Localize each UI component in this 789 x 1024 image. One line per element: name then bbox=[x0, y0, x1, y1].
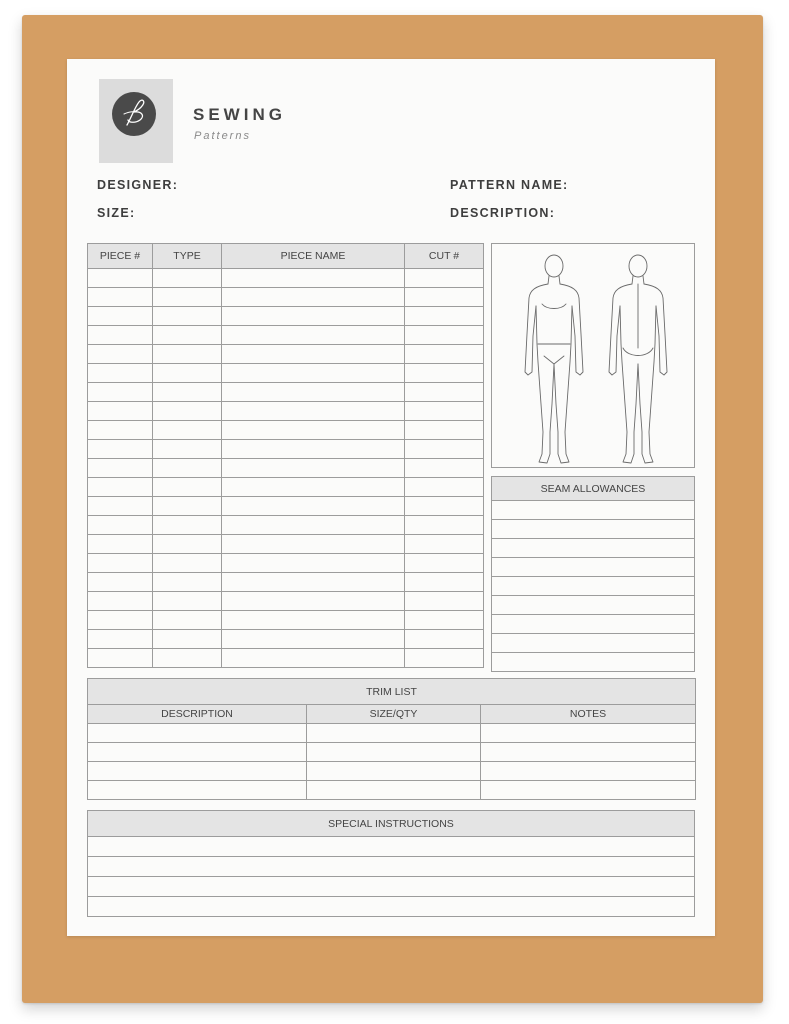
pieces-table-cell[interactable] bbox=[222, 611, 405, 630]
pieces-table-row bbox=[88, 497, 484, 516]
pieces-table-cell[interactable] bbox=[88, 440, 153, 459]
logo-badge bbox=[99, 79, 173, 163]
pieces-table-row bbox=[88, 459, 484, 478]
trim-list-cell[interactable] bbox=[88, 743, 307, 762]
seam-allowance-row bbox=[492, 520, 695, 539]
trim-list-row bbox=[88, 724, 696, 743]
trim-header-notes: NOTES bbox=[481, 705, 696, 724]
pieces-table-cell[interactable] bbox=[405, 478, 484, 497]
header-piece-name: PIECE NAME bbox=[222, 244, 405, 269]
script-b-monogram-icon bbox=[112, 92, 156, 136]
pieces-table-cell[interactable] bbox=[222, 516, 405, 535]
pieces-table-cell[interactable] bbox=[222, 573, 405, 592]
body-croquis-front-back-icon bbox=[491, 243, 695, 468]
pieces-table-cell[interactable] bbox=[153, 649, 222, 668]
pieces-table-cell[interactable] bbox=[405, 516, 484, 535]
header-cut-number: CUT # bbox=[405, 244, 484, 269]
pieces-table-cell[interactable] bbox=[222, 421, 405, 440]
special-instructions-row bbox=[88, 837, 695, 857]
special-instructions-cell[interactable] bbox=[88, 857, 695, 877]
pieces-table-cell[interactable] bbox=[405, 611, 484, 630]
seam-allowance-row bbox=[492, 634, 695, 653]
trim-list-title: TRIM LIST bbox=[88, 679, 696, 705]
pieces-table-cell[interactable] bbox=[222, 649, 405, 668]
pieces-table-cell[interactable] bbox=[405, 269, 484, 288]
pieces-header-row bbox=[88, 244, 484, 269]
pieces-table-cell[interactable] bbox=[153, 611, 222, 630]
pieces-table-cell[interactable] bbox=[405, 440, 484, 459]
pieces-table-cell[interactable] bbox=[153, 592, 222, 611]
pieces-table-cell[interactable] bbox=[153, 459, 222, 478]
seam-allowance-row bbox=[492, 615, 695, 634]
trim-list-row bbox=[88, 781, 696, 800]
pieces-table-cell[interactable] bbox=[405, 554, 484, 573]
trim-list-cell[interactable] bbox=[88, 762, 307, 781]
pieces-table-row bbox=[88, 630, 484, 649]
pieces-table-cell[interactable] bbox=[153, 402, 222, 421]
pieces-table-cell[interactable] bbox=[88, 516, 153, 535]
pieces-table-row bbox=[88, 592, 484, 611]
size-label: SIZE: bbox=[97, 206, 136, 220]
pieces-table-cell[interactable] bbox=[88, 383, 153, 402]
seam-allowance-row bbox=[492, 653, 695, 672]
designer-label: DESIGNER: bbox=[97, 178, 179, 192]
trim-list-cell[interactable] bbox=[307, 762, 481, 781]
pieces-table-cell[interactable] bbox=[153, 535, 222, 554]
special-instructions-cell[interactable] bbox=[88, 837, 695, 857]
seam-allowance-cell[interactable] bbox=[492, 653, 695, 672]
special-instructions-table bbox=[87, 810, 695, 917]
pieces-table-row bbox=[88, 326, 484, 345]
seam-allowance-cell[interactable] bbox=[492, 501, 695, 520]
pieces-table-cell[interactable] bbox=[153, 497, 222, 516]
pieces-table-cell[interactable] bbox=[405, 573, 484, 592]
pieces-table-row bbox=[88, 554, 484, 573]
pieces-table-cell[interactable] bbox=[153, 554, 222, 573]
seam-allowance-cell[interactable] bbox=[492, 634, 695, 653]
trim-list-cell[interactable] bbox=[481, 781, 696, 800]
seam-allowance-cell[interactable] bbox=[492, 558, 695, 577]
pieces-table-row bbox=[88, 288, 484, 307]
brand-subtitle: Patterns bbox=[194, 130, 251, 142]
seam-allowances-header: SEAM ALLOWANCES bbox=[492, 477, 695, 501]
trim-header-description: DESCRIPTION bbox=[88, 705, 307, 724]
pieces-table-cell[interactable] bbox=[405, 307, 484, 326]
seam-allowances-table bbox=[491, 476, 695, 672]
pieces-table-cell[interactable] bbox=[222, 307, 405, 326]
pieces-table-row bbox=[88, 535, 484, 554]
pieces-table-cell[interactable] bbox=[222, 478, 405, 497]
special-instructions-row bbox=[88, 877, 695, 897]
pieces-table-cell[interactable] bbox=[222, 440, 405, 459]
seam-allowance-cell[interactable] bbox=[492, 520, 695, 539]
pieces-table-cell[interactable] bbox=[88, 402, 153, 421]
pieces-table-row bbox=[88, 649, 484, 668]
pieces-table-cell[interactable] bbox=[405, 326, 484, 345]
pieces-table-cell[interactable] bbox=[88, 478, 153, 497]
trim-list-cell[interactable] bbox=[88, 724, 307, 743]
pieces-table-cell[interactable] bbox=[222, 326, 405, 345]
pieces-table-cell[interactable] bbox=[222, 383, 405, 402]
trim-list-cell[interactable] bbox=[307, 724, 481, 743]
pieces-table-cell[interactable] bbox=[222, 288, 405, 307]
trim-list-cell[interactable] bbox=[88, 781, 307, 800]
trim-list-table bbox=[87, 678, 696, 800]
pieces-table-cell[interactable] bbox=[88, 345, 153, 364]
special-instructions-cell[interactable] bbox=[88, 877, 695, 897]
seam-allowance-row bbox=[492, 501, 695, 520]
special-instructions-row bbox=[88, 857, 695, 877]
pieces-table-cell[interactable] bbox=[88, 554, 153, 573]
pieces-table-cell[interactable] bbox=[405, 402, 484, 421]
pieces-table-cell[interactable] bbox=[153, 440, 222, 459]
pieces-table-cell[interactable] bbox=[405, 364, 484, 383]
pieces-table-cell[interactable] bbox=[88, 535, 153, 554]
brand-title: SEWING bbox=[193, 105, 286, 124]
pieces-table-cell[interactable] bbox=[153, 630, 222, 649]
pieces-table-cell[interactable] bbox=[222, 402, 405, 421]
pieces-table-cell[interactable] bbox=[153, 364, 222, 383]
pieces-table-cell[interactable] bbox=[88, 649, 153, 668]
pieces-table-cell[interactable] bbox=[88, 326, 153, 345]
pieces-table-row bbox=[88, 345, 484, 364]
pieces-table-cell[interactable] bbox=[405, 630, 484, 649]
pieces-table-cell[interactable] bbox=[153, 573, 222, 592]
pieces-table-cell[interactable] bbox=[222, 497, 405, 516]
pieces-table-cell[interactable] bbox=[405, 497, 484, 516]
pieces-table-cell[interactable] bbox=[222, 554, 405, 573]
pieces-table-cell[interactable] bbox=[88, 630, 153, 649]
pieces-table-row bbox=[88, 269, 484, 288]
pieces-table-cell[interactable] bbox=[153, 383, 222, 402]
pieces-table-row bbox=[88, 421, 484, 440]
pieces-table-cell[interactable] bbox=[222, 630, 405, 649]
pieces-table-cell[interactable] bbox=[153, 288, 222, 307]
pieces-table-cell[interactable] bbox=[153, 269, 222, 288]
pieces-table-cell[interactable] bbox=[405, 421, 484, 440]
pieces-table-cell[interactable] bbox=[153, 478, 222, 497]
trim-header-size-qty: SIZE/QTY bbox=[307, 705, 481, 724]
special-instructions-header: SPECIAL INSTRUCTIONS bbox=[88, 811, 695, 837]
pieces-table-row bbox=[88, 402, 484, 421]
pieces-table-cell[interactable] bbox=[88, 364, 153, 383]
pieces-table-cell[interactable] bbox=[153, 421, 222, 440]
pieces-table-cell[interactable] bbox=[405, 288, 484, 307]
pieces-table-cell[interactable] bbox=[222, 364, 405, 383]
pieces-table-cell[interactable] bbox=[88, 611, 153, 630]
special-instructions-cell[interactable] bbox=[88, 897, 695, 917]
pieces-table-cell[interactable] bbox=[222, 535, 405, 554]
pieces-table-cell[interactable] bbox=[88, 421, 153, 440]
pieces-table-row bbox=[88, 440, 484, 459]
pieces-table-row bbox=[88, 478, 484, 497]
pieces-table-cell[interactable] bbox=[153, 307, 222, 326]
pieces-table-cell[interactable] bbox=[222, 592, 405, 611]
trim-list-row bbox=[88, 743, 696, 762]
pieces-table-cell[interactable] bbox=[88, 288, 153, 307]
trim-list-cell[interactable] bbox=[481, 724, 696, 743]
pieces-table-cell[interactable] bbox=[153, 326, 222, 345]
pieces-table-cell[interactable] bbox=[88, 269, 153, 288]
pieces-table-cell[interactable] bbox=[405, 459, 484, 478]
pieces-table-cell[interactable] bbox=[222, 269, 405, 288]
trim-list-cell[interactable] bbox=[307, 743, 481, 762]
pieces-table-cell[interactable] bbox=[153, 345, 222, 364]
pattern-name-label: PATTERN NAME: bbox=[450, 178, 569, 192]
seam-allowance-cell[interactable] bbox=[492, 596, 695, 615]
pieces-table-cell[interactable] bbox=[405, 592, 484, 611]
pieces-table-cell[interactable] bbox=[88, 307, 153, 326]
seam-allowance-row bbox=[492, 596, 695, 615]
pieces-table bbox=[87, 243, 484, 668]
pieces-table-row bbox=[88, 307, 484, 326]
pieces-table-cell[interactable] bbox=[88, 497, 153, 516]
pieces-table-row bbox=[88, 383, 484, 402]
pieces-table-cell[interactable] bbox=[405, 345, 484, 364]
pieces-table-cell[interactable] bbox=[222, 345, 405, 364]
pieces-table-cell[interactable] bbox=[153, 516, 222, 535]
seam-allowance-cell[interactable] bbox=[492, 577, 695, 596]
pieces-table-cell[interactable] bbox=[405, 383, 484, 402]
seam-allowance-cell[interactable] bbox=[492, 615, 695, 634]
seam-allowance-row bbox=[492, 539, 695, 558]
pieces-table-cell[interactable] bbox=[88, 592, 153, 611]
seam-allowance-row bbox=[492, 558, 695, 577]
trim-list-row bbox=[88, 762, 696, 781]
header-piece-number: PIECE # bbox=[88, 244, 153, 269]
description-label: DESCRIPTION: bbox=[450, 206, 556, 220]
trim-list-cell[interactable] bbox=[481, 762, 696, 781]
pieces-table-row bbox=[88, 364, 484, 383]
seam-allowance-cell[interactable] bbox=[492, 539, 695, 558]
pieces-table-cell[interactable] bbox=[88, 459, 153, 478]
special-instructions-row bbox=[88, 897, 695, 917]
pieces-table-cell[interactable] bbox=[222, 459, 405, 478]
trim-list-cell[interactable] bbox=[481, 743, 696, 762]
pieces-table-cell[interactable] bbox=[88, 573, 153, 592]
pieces-table-cell[interactable] bbox=[405, 535, 484, 554]
pieces-table-row bbox=[88, 573, 484, 592]
trim-list-cell[interactable] bbox=[307, 781, 481, 800]
pieces-table-row bbox=[88, 611, 484, 630]
pieces-table-cell[interactable] bbox=[405, 649, 484, 668]
header-type: TYPE bbox=[153, 244, 222, 269]
seam-allowance-row bbox=[492, 577, 695, 596]
pieces-table-row bbox=[88, 516, 484, 535]
